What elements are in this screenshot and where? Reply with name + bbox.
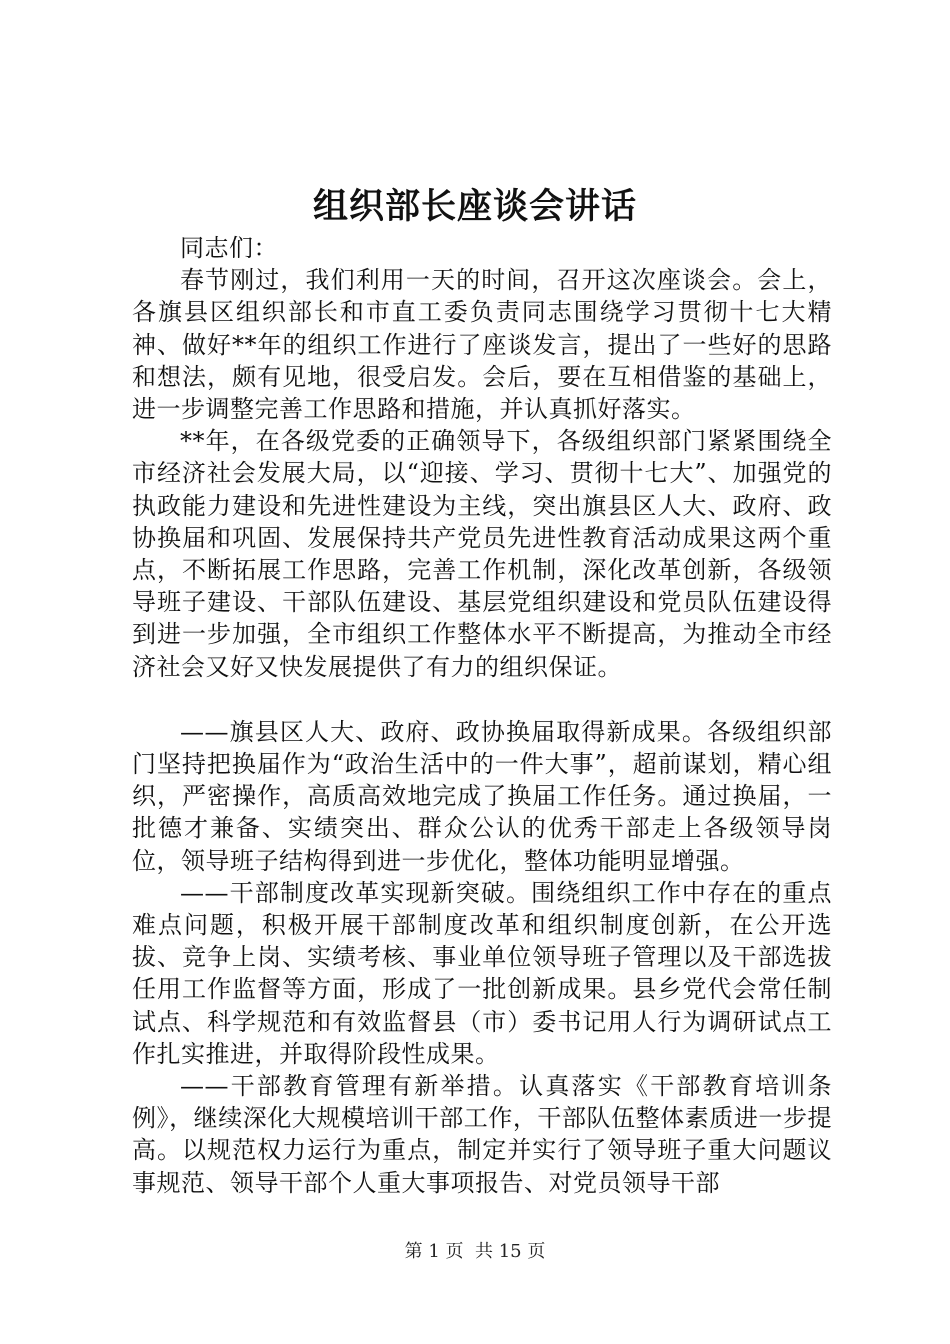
page-footer (0, 1240, 950, 1264)
paragraph-cadre-education: ——干部教育管理有新举措。认真落实《干部教育培训条例》，继续深化大规模培训干部工作，干部队伍整体素质进一步提高。以规范权力运行为重点，制定并实行了领导班子重大问题议事规范、领导干部个人重大事项报告、对党员领导干部 (132, 1072, 832, 1197)
paragraph-opening: 春节刚过，我们利用一天的时间，召开这次座谈会。会上，各旗县区组织部长和市直工委负责同志围绕学习贯彻十七大精神、做好**年的组织工作进行了座谈发言，提出了一些好的思路和想法，颇有见地，很受启发。会后，要在互相借鉴的基础上，进一步调整完善工作思路和措施，并认真抓好落实。 (132, 266, 832, 424)
paragraph-cadre-reform: ——干部制度改革实现新突破。围绕组织工作中存在的重点难点问题，积极开展干部制度改革和组织制度创新，在公开选拔、竞争上岗、实绩考核、事业单位领导班子管理以及干部选拔任用工作监督等方面，形成了一批创新成果。县乡党代会常任制试点、科学规范和有效监督县（市）委书记用人行为调研试点工作扎实推进，并取得阶段性成果。 (132, 878, 832, 1068)
paragraph-election-results: ——旗县区人大、政府、政协换届取得新成果。各级组织部门坚持把换届作为“政治生活中的一件大事”，超前谋划，精心组织，严密操作，高质高效地完成了换届工作任务。通过换届，一批德才兼备、实绩突出、群众公认的优秀干部走上各级领导岗位，领导班子结构得到进一步优化，整体功能明显增强。 (132, 717, 832, 875)
page-number-label: 第 1 页 共 15 页 (404, 1241, 546, 1262)
document-body (132, 232, 832, 1199)
paragraph-gap (132, 683, 832, 716)
salutation: 同志们： (180, 234, 278, 262)
paragraph-annual-summary: **年，在各级党委的正确领导下，各级组织部门紧紧围绕全市经济社会发展大局，以“迎接、学习、贯彻十七大”、加强党的执政能力建设和先进性建设为主线，突出旗县区人大、政府、政协换届和巩固、发展保持共产党员先进性教育活动成果这两个重点，不断拓展工作思路，完善工作机制，深化改革创新，各级领导班子建设、干部队伍建设、基层党组织建设和党员队伍建设得到进一步加强，全市组织工作整体水平不断提高，为推动全市经济社会又好又快发展提供了有力的组织保证。 (132, 427, 832, 681)
document-title: 组织部长座谈会讲话 (312, 186, 637, 227)
